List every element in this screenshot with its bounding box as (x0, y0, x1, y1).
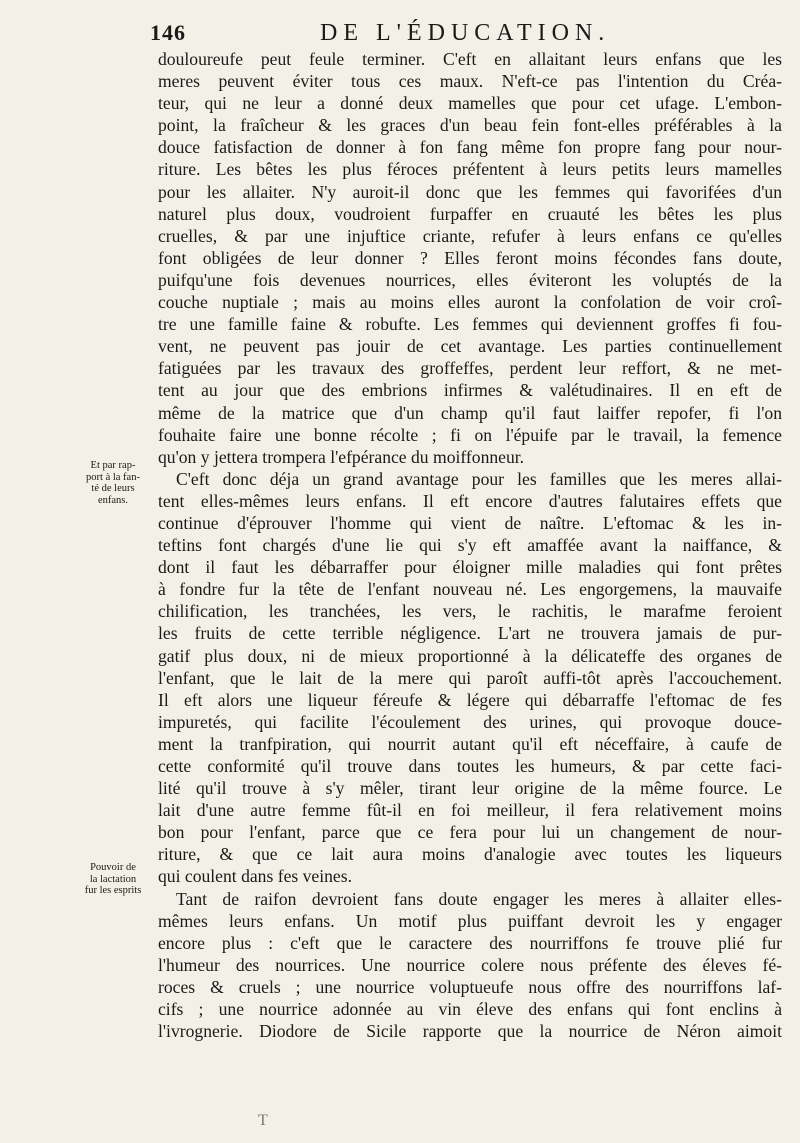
text-line: l'humeur des nourrices. Une nourrice colere nous préfente des éleves fé- (158, 954, 782, 975)
page-number: 146 (150, 20, 186, 45)
margin-note-line: la lactation (89, 873, 137, 885)
body-text (158, 48, 782, 1042)
text-line: cruelles, & par une injuftice criante, refufer à leurs enfans ce qu'elles (158, 225, 782, 246)
text-line: lait d'une autre femme fût-il en foi meilleur, il fera relativement moins (158, 800, 782, 821)
running-title: DE L'ÉDUCATION. (320, 20, 611, 46)
margin-note-line: fur les esprits (84, 885, 142, 896)
text-line: impuretés, qui facilite l'écoulement des urines, qui provoque douce- (158, 711, 782, 732)
margin-note-sante (70, 460, 156, 506)
text-line: l'ivrognerie. Diodore de Sicile rapporte que la nourrice de Néron aimoit (158, 1021, 782, 1042)
text-line: fatiguées par les travaux des groffeffes, perdent leur reffort, & ne met- (158, 358, 782, 379)
margin-note-line: té de leurs (91, 483, 135, 494)
text-line: à fondre fur la tête de l'enfant nouveau né. Les engorgemens, la mauvaife (158, 579, 782, 600)
text-line: font obligées de leur donner ? Elles feront moins fécondes fans doute, (158, 247, 782, 268)
text-line: point, la fraîcheur & les graces d'un beau fein font-elles préférables à la (158, 115, 782, 136)
margin-note-line: port à la fan- (86, 471, 140, 483)
text-line: cifs ; une nourrice adonnée au vin éleve des enfans qui font enclins à (158, 999, 782, 1020)
text-line: même de la matrice que d'un champ qu'il faut laiffer repofer, fi l'on (158, 402, 782, 423)
margin-note-line: enfans. (97, 494, 129, 506)
text-line: mêmes leurs enfans. Un motif plus puiffant devroit les y engager (158, 910, 782, 931)
text-line: cette conformité qu'il trouve dans toutes les humeurs, & par cette faci- (158, 756, 782, 776)
text-line: lité qu'il trouve à s'y mêler, tirant leur origine de la même fource. Le (158, 778, 782, 799)
text-line: vent, ne peuvent pas jouir de cet avantage. Les parties continuellement (158, 336, 782, 357)
text-line: douloureufe peut feule terminer. C'eft en allaitant leurs enfans que les (158, 49, 782, 69)
margin-note-line: Et par rap- (90, 460, 136, 471)
paragraph-start: Tant de raifon devroient fans doute engager les meres à allaiter elles- (176, 888, 782, 909)
text-line: teftins font chargés d'une lie qui s'y eft amaffée avant la naiffance, & (158, 535, 782, 556)
text-line: riture, & que ce lait aura moins d'analogie avec toutes les liqueurs (158, 844, 782, 865)
text-line: chilification, les tranchées, les vers, le rachitis, le marafme feroient (158, 601, 782, 622)
text-line: l'enfant, que le lait de la mere qui paroît auffi-tôt après l'accouchement. (158, 667, 782, 688)
text-line: les fruits de cette terrible négligence. L'art ne trouvera jamais de pur- (158, 623, 782, 644)
text-line: encore plus : c'eft que le caractere des nourriffons fe trouve plié fur (158, 932, 782, 953)
text-line: roces & cruels ; une nourrice voluptueufe nous offre des nourriffons laf- (158, 976, 782, 997)
text-line: riture. Les bêtes les plus féroces préfentent à leurs petits leurs mamelles (158, 159, 782, 180)
text-line: qu'on y jettera trompera l'efpérance du moiffonneur. (158, 446, 525, 467)
margin-note-lactation (70, 862, 156, 897)
margin-note-line: Pouvoir de (90, 862, 136, 873)
text-line: continue d'éprouver l'homme qui vient de naître. L'eftomac & les in- (158, 512, 782, 533)
text-line: puifqu'une fois devenues nourrices, elles éviteront les voluptés de la (158, 269, 782, 290)
text-line: ment la tranfpiration, qui nourrit autant qu'il eft néceffaire, à caufe de (158, 733, 782, 754)
text-line: dont il faut les débarraffer pour éloigner mille maladies qui font prêtes (158, 557, 782, 578)
text-line: bon pour l'enfant, parce que ce fera pour lui un changement de nour- (158, 822, 782, 843)
paragraph-start: C'eft donc déja un grand avantage pour les familles que les meres allai- (176, 468, 782, 489)
text-line: douce fatisfaction de donner à fon fang même fon propre fang pour nour- (158, 137, 782, 158)
text-line: tent au jour que des embrions infirmes & valétudinaires. Il en eft de (158, 380, 782, 401)
text-line: Il eft alors une liqueur féreufe & légere qui débarraffe l'eftomac de fes (158, 689, 782, 710)
text-line: meres peuvent éviter tous ces maux. N'eft-ce pas l'intention du Créa- (158, 71, 782, 92)
text-line: tre une famille faine & robufte. Les femmes qui deviennent groffes fi fou- (158, 314, 782, 335)
text-line: teur, qui ne leur a donné deux mamelles que pour cet ufage. L'embon- (158, 93, 782, 114)
text-line: couche nuptiale ; mais au moins elles auront la confolation de voir croî- (158, 292, 782, 313)
catchword: T (258, 1112, 268, 1129)
text-line: fouhaite faire une bonne récolte ; fi on l'épuife par le travail, la femence (158, 424, 782, 445)
text-line: naturel plus doux, voudroient furpaffer en cruauté les bêtes les plus (158, 203, 782, 224)
text-line: gatif plus doux, ni de mieux proportionné à la délicateffe des organes de (158, 645, 782, 666)
text-line: qui coulent dans fes veines. (158, 866, 352, 887)
text-line: pour les allaiter. N'y auroit-il donc que les femmes qui favorifées d'un (158, 181, 782, 202)
text-line: tent elles-mêmes leurs enfans. Il eft encore d'autres falutaires effets que (158, 490, 782, 511)
